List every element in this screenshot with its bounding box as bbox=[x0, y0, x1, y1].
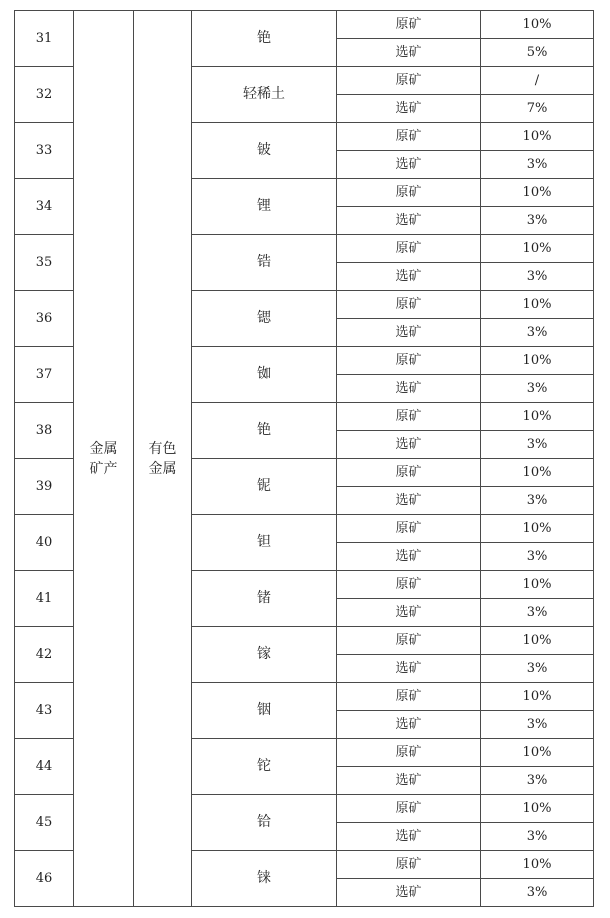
ore-form: 选矿 bbox=[337, 319, 481, 347]
tax-rate: 3% bbox=[481, 767, 594, 795]
tax-rate: 10% bbox=[481, 683, 594, 711]
ore-form: 原矿 bbox=[337, 179, 481, 207]
mineral-name: 铌 bbox=[192, 459, 337, 515]
ore-form: 选矿 bbox=[337, 375, 481, 403]
mineral-name: 钽 bbox=[192, 515, 337, 571]
ore-form: 选矿 bbox=[337, 95, 481, 123]
tax-rate: 3% bbox=[481, 879, 594, 907]
row-number: 37 bbox=[15, 347, 74, 403]
tax-rate: 10% bbox=[481, 795, 594, 823]
ore-form: 原矿 bbox=[337, 627, 481, 655]
ore-form: 原矿 bbox=[337, 739, 481, 767]
row-number: 40 bbox=[15, 515, 74, 571]
ore-form: 选矿 bbox=[337, 823, 481, 851]
mineral-name: 锆 bbox=[192, 235, 337, 291]
tax-rate: 3% bbox=[481, 823, 594, 851]
tax-rate: 3% bbox=[481, 487, 594, 515]
resource-tax-table bbox=[14, 10, 594, 907]
tax-rate: 3% bbox=[481, 655, 594, 683]
ore-form: 选矿 bbox=[337, 543, 481, 571]
row-number: 45 bbox=[15, 795, 74, 851]
tax-rate: 7% bbox=[481, 95, 594, 123]
mineral-name: 轻稀土 bbox=[192, 67, 337, 123]
tax-rate: 10% bbox=[481, 459, 594, 487]
ore-form: 选矿 bbox=[337, 487, 481, 515]
tax-rate: 10% bbox=[481, 347, 594, 375]
mineral-name: 铯 bbox=[192, 11, 337, 67]
ore-form: 原矿 bbox=[337, 347, 481, 375]
ore-form: 原矿 bbox=[337, 403, 481, 431]
tax-rate: 3% bbox=[481, 711, 594, 739]
ore-form: 选矿 bbox=[337, 207, 481, 235]
row-number: 34 bbox=[15, 179, 74, 235]
tax-rate: 3% bbox=[481, 263, 594, 291]
tax-rate: 10% bbox=[481, 627, 594, 655]
ore-form: 原矿 bbox=[337, 291, 481, 319]
row-number: 41 bbox=[15, 571, 74, 627]
row-number: 46 bbox=[15, 851, 74, 907]
row-number: 42 bbox=[15, 627, 74, 683]
category-sub-cell: 有色 金属 bbox=[134, 11, 192, 907]
ore-form: 选矿 bbox=[337, 655, 481, 683]
tax-rate: 3% bbox=[481, 543, 594, 571]
row-number: 44 bbox=[15, 739, 74, 795]
table-body bbox=[15, 11, 594, 907]
ore-form: 原矿 bbox=[337, 11, 481, 39]
tax-rate: 10% bbox=[481, 515, 594, 543]
ore-form: 原矿 bbox=[337, 459, 481, 487]
tax-rate: 3% bbox=[481, 207, 594, 235]
ore-form: 选矿 bbox=[337, 263, 481, 291]
ore-form: 原矿 bbox=[337, 67, 481, 95]
row-number: 32 bbox=[15, 67, 74, 123]
ore-form: 原矿 bbox=[337, 123, 481, 151]
ore-form: 选矿 bbox=[337, 711, 481, 739]
tax-rate: 10% bbox=[481, 235, 594, 263]
table-row bbox=[15, 11, 594, 39]
mineral-name: 锗 bbox=[192, 571, 337, 627]
row-number: 39 bbox=[15, 459, 74, 515]
tax-rate: 5% bbox=[481, 39, 594, 67]
mineral-name: 铷 bbox=[192, 347, 337, 403]
mineral-name: 锶 bbox=[192, 291, 337, 347]
row-number: 36 bbox=[15, 291, 74, 347]
mineral-name: 铊 bbox=[192, 739, 337, 795]
tax-rate: 10% bbox=[481, 123, 594, 151]
tax-rate: 3% bbox=[481, 375, 594, 403]
mineral-name: 铼 bbox=[192, 851, 337, 907]
category-main-cell: 金属 矿产 bbox=[74, 11, 134, 907]
tax-rate: 3% bbox=[481, 431, 594, 459]
row-number: 33 bbox=[15, 123, 74, 179]
tax-rate: / bbox=[481, 67, 594, 95]
tax-rate: 10% bbox=[481, 403, 594, 431]
tax-rate: 3% bbox=[481, 599, 594, 627]
tax-rate: 10% bbox=[481, 571, 594, 599]
mineral-name: 铪 bbox=[192, 795, 337, 851]
mineral-name: 锂 bbox=[192, 179, 337, 235]
ore-form: 选矿 bbox=[337, 767, 481, 795]
row-number: 43 bbox=[15, 683, 74, 739]
ore-form: 选矿 bbox=[337, 39, 481, 67]
mineral-name: 铍 bbox=[192, 123, 337, 179]
tax-rate: 10% bbox=[481, 179, 594, 207]
mineral-name: 铯 bbox=[192, 403, 337, 459]
ore-form: 原矿 bbox=[337, 851, 481, 879]
ore-form: 原矿 bbox=[337, 683, 481, 711]
mineral-name: 镓 bbox=[192, 627, 337, 683]
tax-rate: 3% bbox=[481, 151, 594, 179]
tax-rate: 3% bbox=[481, 319, 594, 347]
ore-form: 选矿 bbox=[337, 599, 481, 627]
tax-rate: 10% bbox=[481, 739, 594, 767]
ore-form: 选矿 bbox=[337, 431, 481, 459]
tax-rate: 10% bbox=[481, 291, 594, 319]
row-number: 35 bbox=[15, 235, 74, 291]
tax-rate: 10% bbox=[481, 851, 594, 879]
ore-form: 原矿 bbox=[337, 235, 481, 263]
ore-form: 选矿 bbox=[337, 879, 481, 907]
ore-form: 原矿 bbox=[337, 515, 481, 543]
row-number: 38 bbox=[15, 403, 74, 459]
ore-form: 选矿 bbox=[337, 151, 481, 179]
row-number: 31 bbox=[15, 11, 74, 67]
tax-rate: 10% bbox=[481, 11, 594, 39]
mineral-name: 铟 bbox=[192, 683, 337, 739]
ore-form: 原矿 bbox=[337, 795, 481, 823]
ore-form: 原矿 bbox=[337, 571, 481, 599]
